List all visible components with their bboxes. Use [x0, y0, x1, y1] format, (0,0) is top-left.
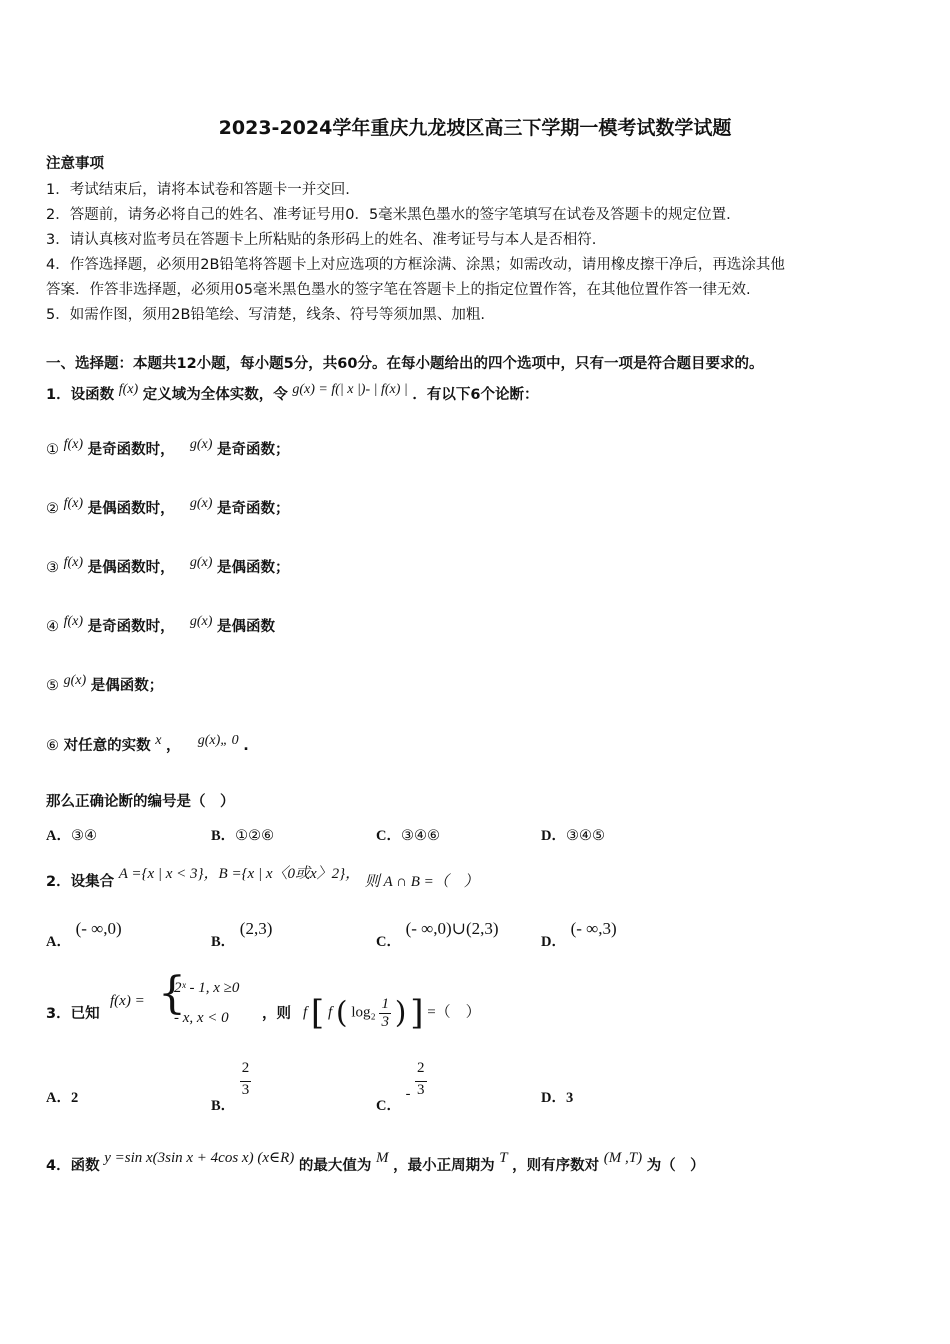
- section-heading: 一、选择题：本题共12小题，每小题5分，共60分。在每小题给出的四个选项中，只有一项是符合题目要求的。: [46, 356, 764, 372]
- q3-expr: f [ f ( log₂ $\frac{1}{3}$ ) ] =（ ）: [303, 993, 481, 1033]
- notice-item: 3．请认真核对监考员在答题卡上所粘贴的条形码上的姓名、准考证号与本人是否相符.: [46, 232, 597, 248]
- q3-mid: ，则: [262, 1006, 291, 1022]
- q1-statement-1: ① $^{f(x)}$ 是奇函数时， $^{g(x)}$ 是奇函数；: [46, 437, 290, 458]
- q1-statement-4: ④ $^{f(x)}$ 是奇函数时， $^{g(x)}$ 是偶函数: [46, 614, 276, 635]
- q1-option-b[interactable]: B．①②⑥: [211, 828, 275, 844]
- q3-brace: {: [158, 968, 186, 1019]
- q1-option-c[interactable]: C．③④⑥: [376, 828, 440, 844]
- notice-item: 5．如需作图，须用2B铅笔绘、写清楚，线条、符号等须加黑、加粗.: [46, 307, 486, 323]
- notice-heading: 注意事项: [46, 156, 104, 172]
- q2-option-d[interactable]: D． (- ∞,3): [541, 919, 617, 950]
- q2-option-c[interactable]: C． (- ∞,0)∪(2,3): [376, 919, 499, 950]
- q1-f: f(x): [118, 382, 139, 397]
- q1-g-def: g(x) = f(| x |)- | f(x) |: [292, 382, 408, 397]
- q1-ask: 那么正确论断的编号是（ ）: [46, 794, 235, 810]
- q3-fx: f(x) =: [110, 993, 145, 1009]
- q3-number: 3．已知: [46, 1006, 100, 1022]
- q1-mid: 定义域为全体实数，令: [142, 386, 288, 403]
- q3-option-c[interactable]: C． - $\frac{2}{3}$: [376, 1060, 425, 1114]
- q3-option-d[interactable]: D．3: [541, 1090, 574, 1106]
- question-2: 2．设集合 A ={x | x < 3}，B ={x | x〈0或x〉2}， 则 A ∩ B =（ ）: [46, 866, 479, 890]
- q2-option-a[interactable]: A． (- ∞,0): [46, 919, 122, 950]
- q3-option-a[interactable]: A．2: [46, 1090, 79, 1106]
- q1-statement-3: ③ $^{f(x)}$ 是偶函数时， $^{g(x)}$ 是偶函数；: [46, 555, 290, 576]
- notice-item: 1．考试结束后，请将本试卷和答题卡一并交回.: [46, 182, 350, 198]
- q3-case-2: - x, x < 0: [174, 1010, 229, 1026]
- notice-item: 2．答题前，请务必将自己的姓名、准考证号用0．5毫米黑色墨水的签字笔填写在试卷及答题卡的规定位置.: [46, 207, 731, 223]
- page-title: 2023-2024学年重庆九龙坡区高三下学期一模考试数学试题: [218, 117, 732, 139]
- q3-case-1: 2ˣ - 1, x ≥0: [174, 980, 240, 996]
- q2-option-b[interactable]: B． (2,3): [211, 919, 273, 950]
- q1-option-a[interactable]: A．③④: [46, 828, 97, 844]
- question-1: [46, 382, 538, 404]
- question-4: 4．函数 y =sin x(3sin x + 4cos x) (x∈R) 的最大值为 M ，最小正周期为 T ，则有序数对 (M ,T) 为（ ）: [46, 1150, 705, 1174]
- q1-statement-6: ⑥ 对任意的实数 $^x$ ， $^{g(x)„ 0}$ .: [46, 733, 249, 754]
- q2-sets: A ={x | x < 3}，B ={x | x〈0或x〉2}，: [118, 866, 361, 882]
- q1-statement-2: ② $^{f(x)}$ 是偶函数时， $^{g(x)}$ 是奇函数；: [46, 496, 290, 517]
- q1-tail: ．有以下6个论断：: [412, 386, 539, 403]
- q2-tail: 则 A ∩ B =（ ）: [364, 874, 479, 890]
- q1-option-d[interactable]: D．③④⑤: [541, 828, 605, 844]
- notice-item: 4．作答选择题，必须用2B铅笔将答题卡上对应选项的方框涂满、涂黑；如需改动，请用橡皮擦干净后，再选涂其他: [46, 257, 785, 273]
- q3-option-b[interactable]: B． $\frac{2}{3}$: [211, 1060, 250, 1114]
- q1-number: 1．设函数: [46, 386, 115, 403]
- q1-statement-5: ⑤ $^{g(x)}$ 是偶函数；: [46, 673, 164, 694]
- notice-item: 答案．作答非选择题，必须用05毫米黑色墨水的签字笔在答题卡上的指定位置作答，在其他位置作答一律无效.: [46, 282, 751, 298]
